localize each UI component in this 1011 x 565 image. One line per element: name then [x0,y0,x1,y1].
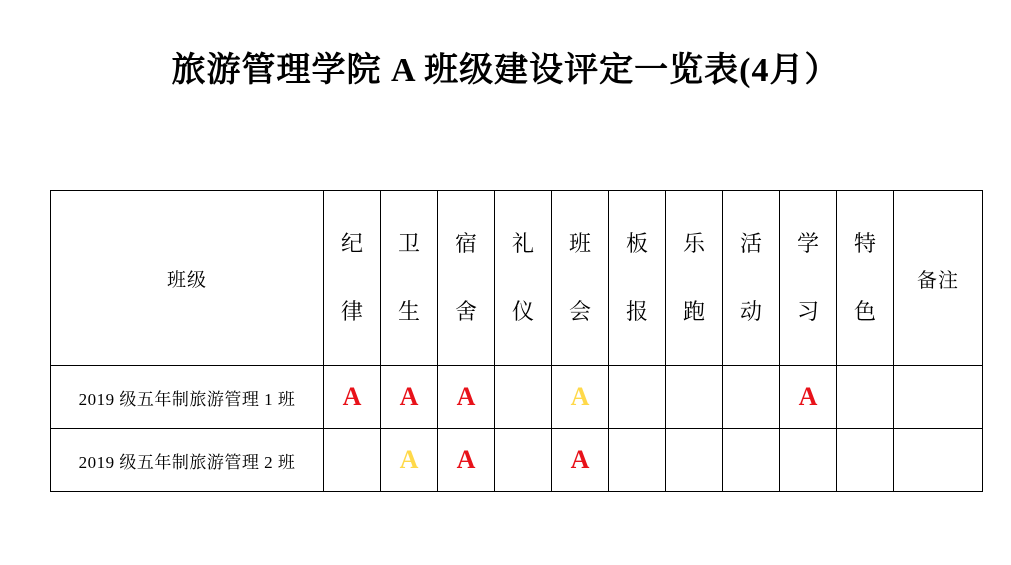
row-1-mark-1: A [324,366,381,429]
row-1-mark-8 [723,366,780,429]
criterion-5-char-1: 班 [568,231,591,256]
row-1-mark-9: A [780,366,837,429]
row-2-note [894,429,983,492]
row-2-mark-8 [723,429,780,492]
row-1-mark-6 [609,366,666,429]
criterion-10-char-2: 色 [853,299,876,324]
criterion-8-char-2: 动 [739,299,762,324]
row-1-mark-3: A [438,366,495,429]
criterion-8-char-1: 活 [739,231,762,256]
criterion-4-char-1: 礼 [511,231,534,256]
evaluation-table-container [50,190,962,492]
criterion-7-char-1: 乐 [682,231,705,256]
header-cell-criterion-1 [324,191,381,366]
row-1-class-name: 2019 级五年制旅游管理 1 班 [51,366,324,429]
table-header-row [51,191,983,366]
row-2-mark-7 [666,429,723,492]
header-cell-class: 班级 [51,191,324,366]
header-cell-note: 备注 [894,191,983,366]
row-1-mark-5: A [552,366,609,429]
table-row [51,429,983,492]
criterion-4-char-2: 仪 [511,299,534,324]
document-page [0,42,1011,565]
row-2-mark-3: A [438,429,495,492]
criterion-3-char-1: 宿 [454,231,477,256]
criterion-7-char-2: 跑 [682,299,705,324]
criterion-6-char-1: 板 [625,231,648,256]
header-cell-criterion-5 [552,191,609,366]
row-2-mark-1 [324,429,381,492]
table-row [51,366,983,429]
header-cell-criterion-9 [780,191,837,366]
criterion-2-char-1: 卫 [397,231,420,256]
criterion-5-char-2: 会 [568,299,591,324]
header-cell-criterion-4 [495,191,552,366]
row-2-mark-5: A [552,429,609,492]
header-cell-criterion-2 [381,191,438,366]
criterion-6-char-2: 报 [625,299,648,324]
criterion-10-char-1: 特 [853,231,876,256]
header-cell-criterion-8 [723,191,780,366]
page-title: 旅游管理学院 A 班级建设评定一览表(4月） [171,52,840,89]
row-1-mark-4 [495,366,552,429]
criterion-9-char-1: 学 [796,231,819,256]
criterion-2-char-2: 生 [397,299,420,324]
row-2-mark-4 [495,429,552,492]
header-cell-criterion-6 [609,191,666,366]
row-2-mark-10 [837,429,894,492]
row-1-mark-2: A [381,366,438,429]
row-1-mark-10 [837,366,894,429]
header-cell-criterion-7 [666,191,723,366]
row-2-class-name: 2019 级五年制旅游管理 2 班 [51,429,324,492]
criterion-3-char-2: 舍 [454,299,477,324]
header-cell-criterion-10 [837,191,894,366]
row-2-mark-6 [609,429,666,492]
row-2-mark-9 [780,429,837,492]
row-1-mark-7 [666,366,723,429]
criterion-1-char-2: 律 [340,299,363,324]
criterion-1-char-1: 纪 [340,231,363,256]
row-2-mark-2: A [381,429,438,492]
evaluation-table [50,190,983,492]
header-cell-criterion-3 [438,191,495,366]
row-1-note [894,366,983,429]
criterion-9-char-2: 习 [796,299,819,324]
